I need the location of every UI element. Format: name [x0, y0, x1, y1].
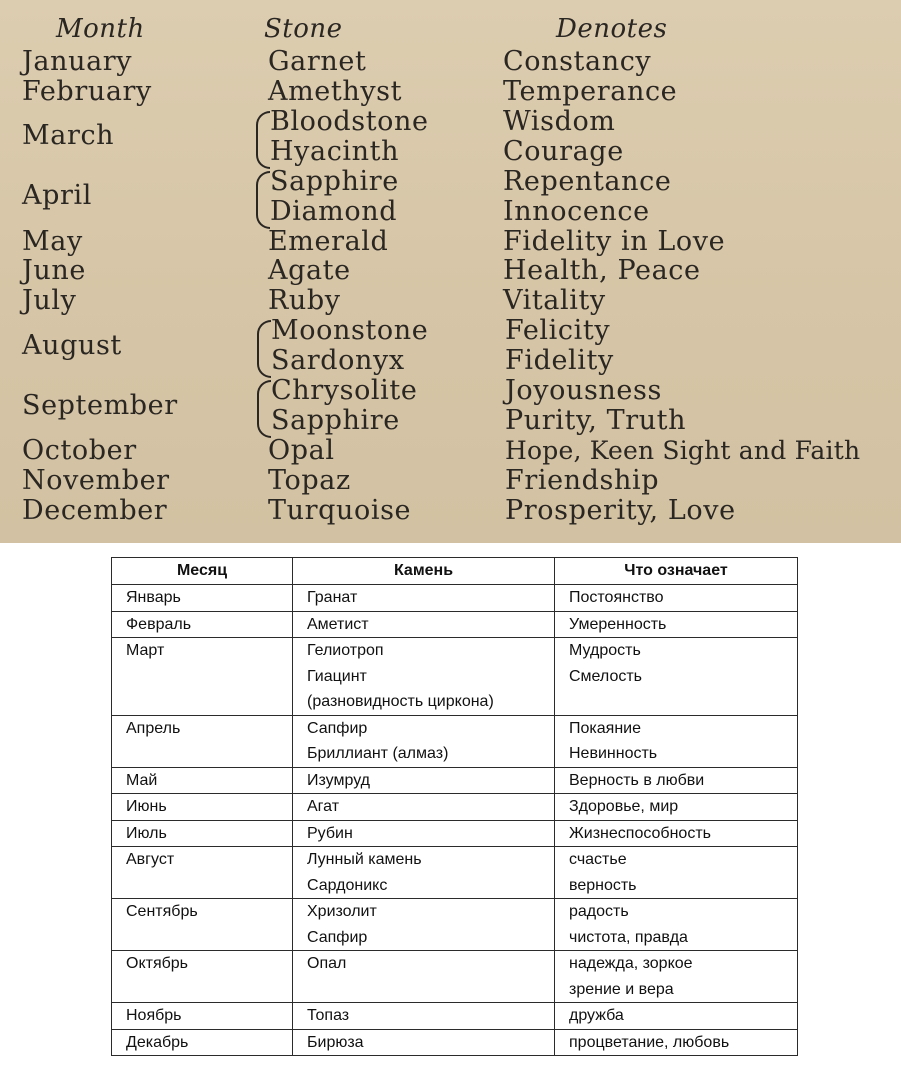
month-cell: February — [22, 76, 152, 107]
month-text: Ноябрь — [126, 1007, 182, 1024]
month-text: Июль — [126, 824, 167, 842]
meaning-cell: Courage — [503, 136, 624, 167]
month-cell: November — [22, 465, 170, 496]
meaning-cell — [555, 715, 798, 767]
month-cell — [112, 1029, 293, 1056]
meaning-cell — [555, 767, 798, 794]
month-text: Май — [126, 771, 158, 789]
meaning-cell: Temperance — [503, 76, 678, 107]
month-text: Сентябрь — [126, 903, 198, 920]
meaning-text: Мудрость — [569, 642, 641, 659]
stone-text: Аметист — [307, 615, 369, 633]
stone-cell: Diamond — [270, 196, 398, 227]
month-cell: July — [22, 285, 77, 316]
column-header-stone: Камень — [293, 558, 555, 585]
table-row — [112, 1029, 798, 1056]
stone-text: Топаз — [307, 1007, 350, 1024]
stone-text: Рубин — [307, 824, 353, 842]
meaning-cell: Prosperity, Love — [505, 495, 736, 526]
month-cell — [112, 767, 293, 794]
table-row — [112, 820, 798, 847]
month-text: Декабрь — [126, 1033, 189, 1051]
stone-cell: Garnet — [268, 46, 367, 77]
month-text: Август — [126, 851, 175, 868]
meaning-cell: Friendship — [505, 465, 660, 496]
meaning-cell: Repentance — [503, 166, 672, 197]
column-header-stone: Stone — [264, 14, 343, 44]
stone-text: Бриллиант (алмаз) — [307, 745, 449, 762]
stone-cell — [293, 794, 555, 821]
month-cell: January — [22, 46, 133, 77]
stone-cell: Moonstone — [271, 315, 429, 346]
stone-cell — [293, 1029, 555, 1056]
meaning-cell: Constancy — [503, 46, 652, 77]
month-text: Октябрь — [126, 955, 189, 972]
month-cell — [112, 847, 293, 899]
month-cell: December — [22, 495, 168, 526]
month-text: Апрель — [126, 719, 181, 737]
stone-cell — [293, 767, 555, 794]
stone-text: Гранат — [307, 589, 358, 606]
meaning-text: Смелость — [569, 667, 642, 685]
stone-text: Опал — [307, 955, 347, 972]
stone-cell: Amethyst — [268, 76, 403, 107]
group-brace — [256, 111, 270, 169]
meaning-text: радость — [569, 903, 629, 920]
meaning-text: Покаяние — [569, 719, 641, 737]
table-row — [112, 899, 798, 951]
month-cell: June — [22, 255, 86, 286]
meaning-cell: Fidelity — [505, 345, 614, 376]
meaning-cell — [555, 951, 798, 1003]
meaning-cell — [555, 794, 798, 821]
table-row — [112, 715, 798, 767]
month-text: Июнь — [126, 798, 167, 815]
stone-cell: Emerald — [268, 226, 389, 257]
group-brace — [257, 320, 271, 378]
stone-cell: Sapphire — [270, 166, 399, 197]
table-row — [112, 638, 798, 716]
meaning-cell: Hope, Keen Sight and Faith — [505, 436, 861, 465]
meaning-text: счастье — [569, 851, 627, 868]
month-cell — [112, 899, 293, 951]
meaning-text: дружба — [569, 1007, 624, 1024]
meaning-cell — [555, 585, 798, 612]
month-text: Январь — [126, 589, 181, 606]
stone-text: (разновидность циркона) — [307, 693, 494, 710]
meaning-cell — [555, 1003, 798, 1030]
stone-cell: Chrysolite — [271, 375, 418, 406]
meaning-cell — [555, 638, 798, 716]
month-text: Февраль — [126, 615, 192, 633]
meaning-cell: Fidelity in Love — [503, 226, 726, 257]
stone-text: Гелиотроп — [307, 642, 384, 659]
meaning-text: верность — [569, 876, 637, 894]
stone-cell: Sardonyx — [271, 345, 405, 376]
stone-cell: Hyacinth — [270, 136, 400, 167]
month-cell: October — [22, 435, 137, 466]
meaning-text: процветание, любовь — [569, 1033, 730, 1051]
month-cell — [112, 820, 293, 847]
month-cell — [112, 715, 293, 767]
meaning-cell: Felicity — [505, 315, 611, 346]
stone-cell — [293, 951, 555, 1003]
stone-cell — [293, 585, 555, 612]
stone-cell — [293, 715, 555, 767]
group-brace — [257, 380, 271, 438]
stone-cell: Sapphire — [271, 405, 400, 436]
stone-cell — [293, 820, 555, 847]
table-row — [112, 585, 798, 612]
month-cell: May — [22, 226, 83, 257]
month-cell — [112, 951, 293, 1003]
column-header-month: Месяц — [112, 558, 293, 585]
meaning-cell: Joyousness — [505, 375, 662, 406]
meaning-text: Постоянство — [569, 589, 664, 606]
meaning-cell: Wisdom — [503, 106, 616, 137]
month-cell: August — [22, 330, 122, 361]
column-header-denotes: Denotes — [556, 14, 668, 44]
stone-cell: Turquoise — [268, 495, 412, 526]
month-cell — [112, 638, 293, 716]
meaning-cell — [555, 820, 798, 847]
column-header-meaning: Что означает — [555, 558, 798, 585]
meaning-text: Умеренность — [569, 615, 667, 633]
meaning-text: Невинность — [569, 745, 658, 762]
stone-cell — [293, 638, 555, 716]
meaning-cell: Innocence — [503, 196, 650, 227]
month-cell — [112, 1003, 293, 1030]
meaning-text: надежда, зоркое — [569, 955, 693, 972]
table-header-row — [112, 558, 798, 585]
meaning-text: Здоровье, мир — [569, 798, 679, 815]
stone-text: Гиацинт — [307, 667, 367, 685]
month-cell — [112, 794, 293, 821]
column-header-month: Month — [56, 14, 145, 44]
meaning-text: зрение и вера — [569, 980, 674, 998]
table-row — [112, 794, 798, 821]
stone-text: Агат — [307, 798, 340, 815]
stone-cell — [293, 1003, 555, 1030]
stone-cell: Topaz — [268, 465, 351, 496]
stone-cell: Agate — [268, 255, 351, 286]
month-cell — [112, 585, 293, 612]
table-row — [112, 847, 798, 899]
meaning-text: Жизнеспособность — [569, 824, 711, 842]
meaning-cell — [555, 899, 798, 951]
meaning-text: чистота, правда — [569, 928, 688, 946]
stone-text: Сапфир — [307, 928, 368, 946]
group-brace — [256, 171, 270, 229]
stone-text: Сардоникс — [307, 876, 388, 894]
table-row — [112, 1003, 798, 1030]
meaning-cell — [555, 611, 798, 638]
stone-text: Хризолит — [307, 903, 377, 920]
stone-text: Изумруд — [307, 771, 370, 789]
meaning-cell — [555, 847, 798, 899]
meaning-cell — [555, 1029, 798, 1056]
meaning-cell: Vitality — [503, 285, 606, 316]
meaning-cell: Health, Peace — [503, 255, 701, 286]
stone-cell: Ruby — [268, 285, 341, 316]
month-cell: April — [22, 180, 92, 211]
month-text: Март — [126, 642, 165, 659]
table-row — [112, 611, 798, 638]
stone-text: Лунный камень — [307, 851, 422, 868]
stone-text: Бирюза — [307, 1033, 364, 1051]
stone-cell — [293, 899, 555, 951]
table-row — [112, 767, 798, 794]
stone-cell: Bloodstone — [270, 106, 429, 137]
meaning-text: Верность в любви — [569, 771, 705, 789]
meaning-cell: Purity, Truth — [505, 405, 687, 436]
stone-cell: Opal — [268, 435, 335, 466]
stone-text: Сапфир — [307, 719, 368, 737]
table-row — [112, 951, 798, 1003]
stone-cell — [293, 611, 555, 638]
russian-birthstone-table — [111, 557, 798, 1056]
month-cell: September — [22, 390, 178, 421]
stone-cell — [293, 847, 555, 899]
month-cell — [112, 611, 293, 638]
month-cell: March — [22, 120, 115, 151]
